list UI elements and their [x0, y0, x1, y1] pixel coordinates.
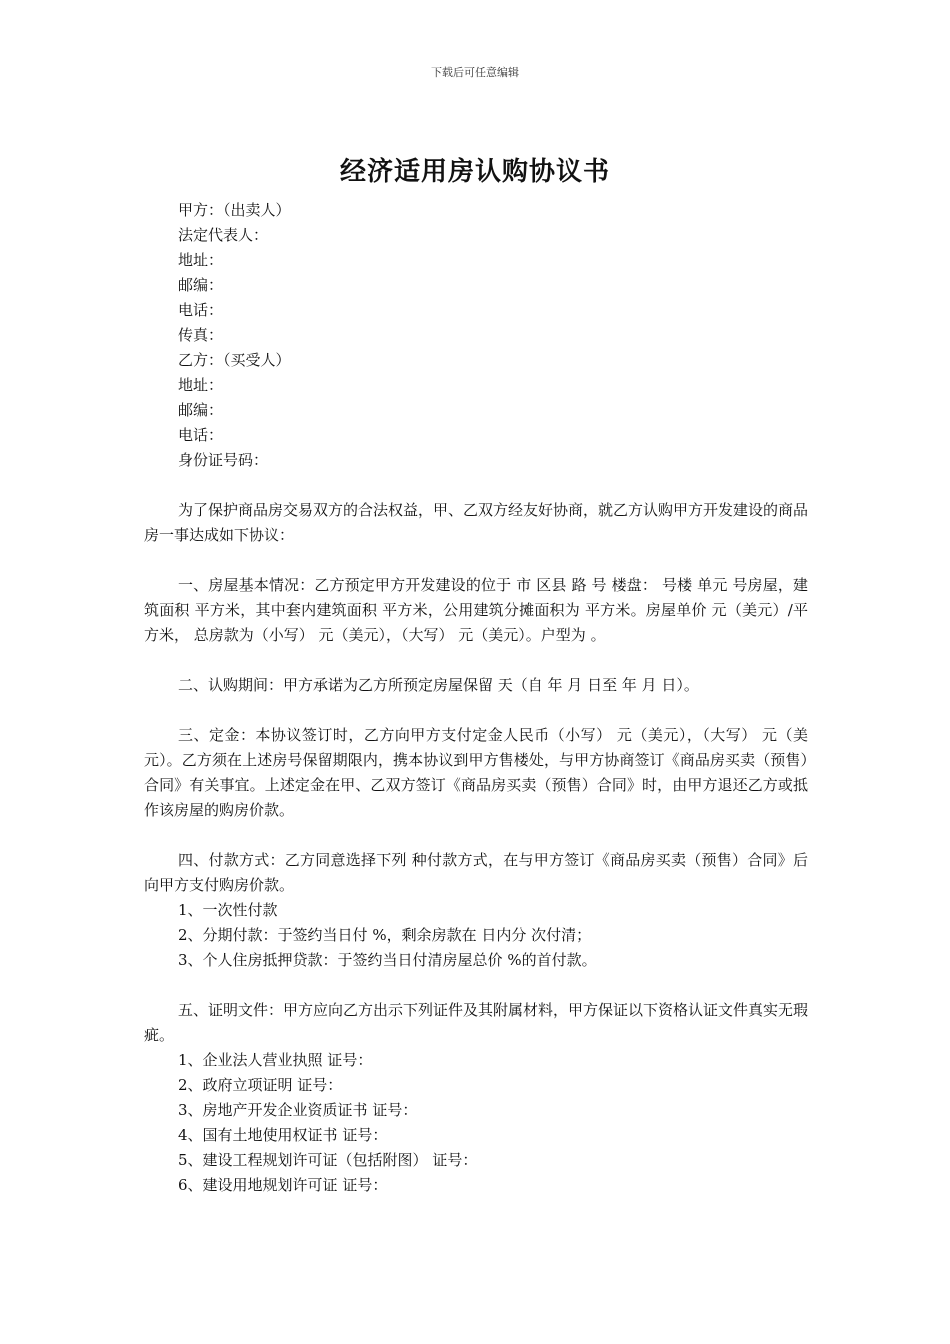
clause-1-paragraph: 一、房屋基本情况：乙方预定甲方开发建设的位于 市 区县 路 号 楼盘： 号楼 单元 号房屋，建筑面积 平方米，其中套内建筑面积 平方米，公用建筑分摊面积为 平方米。房屋单价 元（美元）/平方米， 总房款为（小写） 元（美元），（大写） 元（美元）。户型为 。 — [144, 576, 808, 644]
spacer — [144, 823, 808, 848]
clause-5-item: 5、建设工程规划许可证（包括附图） 证号： — [178, 1151, 478, 1169]
party-a-block — [144, 198, 808, 348]
party-b-postcode: 邮编： — [178, 401, 224, 419]
party-a-address: 地址： — [178, 251, 224, 269]
party-a-postcode: 邮编： — [178, 276, 224, 294]
spacer — [144, 648, 808, 673]
spacer — [144, 473, 808, 498]
clause-4-item: 2、分期付款：于签约当日付 %，剩余房款在 日内分 次付清； — [178, 926, 592, 944]
party-a-fax: 传真： — [178, 326, 224, 344]
clause-5-item: 6、建设用地规划许可证 证号： — [178, 1176, 388, 1194]
party-b-id-number: 身份证号码： — [178, 451, 269, 469]
party-a-label: 甲方：（出卖人） — [178, 201, 291, 219]
spacer — [144, 548, 808, 573]
clause-4-intro: 四、付款方式：乙方同意选择下列 种付款方式，在与甲方签订《商品房买卖（预售）合同》后向甲方支付购房价款。 — [144, 851, 808, 894]
clause-3-paragraph: 三、定金：本协议签订时，乙方向甲方支付定金人民币（小写） 元（美元），（大写） 元（美元）。乙方须在上述房号保留期限内，携本协议到甲方售楼处，与甲方协商签订《商品房买卖（预售）合同》有关事宜。上述定金在甲、乙双方签订《商品房买卖（预售）合同》时，由甲方退还乙方或抵作该房屋的购房价款。 — [144, 726, 808, 819]
clause-5-item: 1、企业法人营业执照 证号： — [178, 1051, 373, 1069]
clause-2-paragraph: 二、认购期间：甲方承诺为乙方所预定房屋保留 天（自 年 月 日至 年 月 日）。 — [178, 676, 699, 694]
clause-4-item: 1、一次性付款 — [178, 901, 278, 919]
spacer — [144, 698, 808, 723]
clause-4-item: 3、个人住房抵押贷款：于签约当日付清房屋总价 %的首付款。 — [178, 951, 597, 969]
party-a-phone: 电话： — [178, 301, 224, 319]
spacer — [144, 973, 808, 998]
party-b-label: 乙方：（买受人） — [178, 351, 291, 369]
clause-5-item: 2、政府立项证明 证号： — [178, 1076, 343, 1094]
document-body — [144, 198, 808, 1198]
clause-5-item: 3、房地产开发企业资质证书 证号： — [178, 1101, 418, 1119]
clause-5-item: 4、国有土地使用权证书 证号： — [178, 1126, 388, 1144]
header-note: 下载后可任意编辑 — [431, 66, 519, 79]
party-b-block — [144, 348, 808, 473]
clause-5-intro: 五、证明文件：甲方应向乙方出示下列证件及其附属材料，甲方保证以下资格认证文件真实无瑕疵。 — [144, 1001, 809, 1044]
party-b-phone: 电话： — [178, 426, 224, 444]
party-a-legal-rep: 法定代表人： — [178, 226, 269, 244]
preamble-paragraph: 为了保护商品房交易双方的合法权益，甲、乙双方经友好协商，就乙方认购甲方开发建设的商品房一事达成如下协议： — [144, 501, 809, 544]
document-title: 经济适用房认购协议书 — [339, 157, 610, 187]
party-b-address: 地址： — [178, 376, 224, 394]
